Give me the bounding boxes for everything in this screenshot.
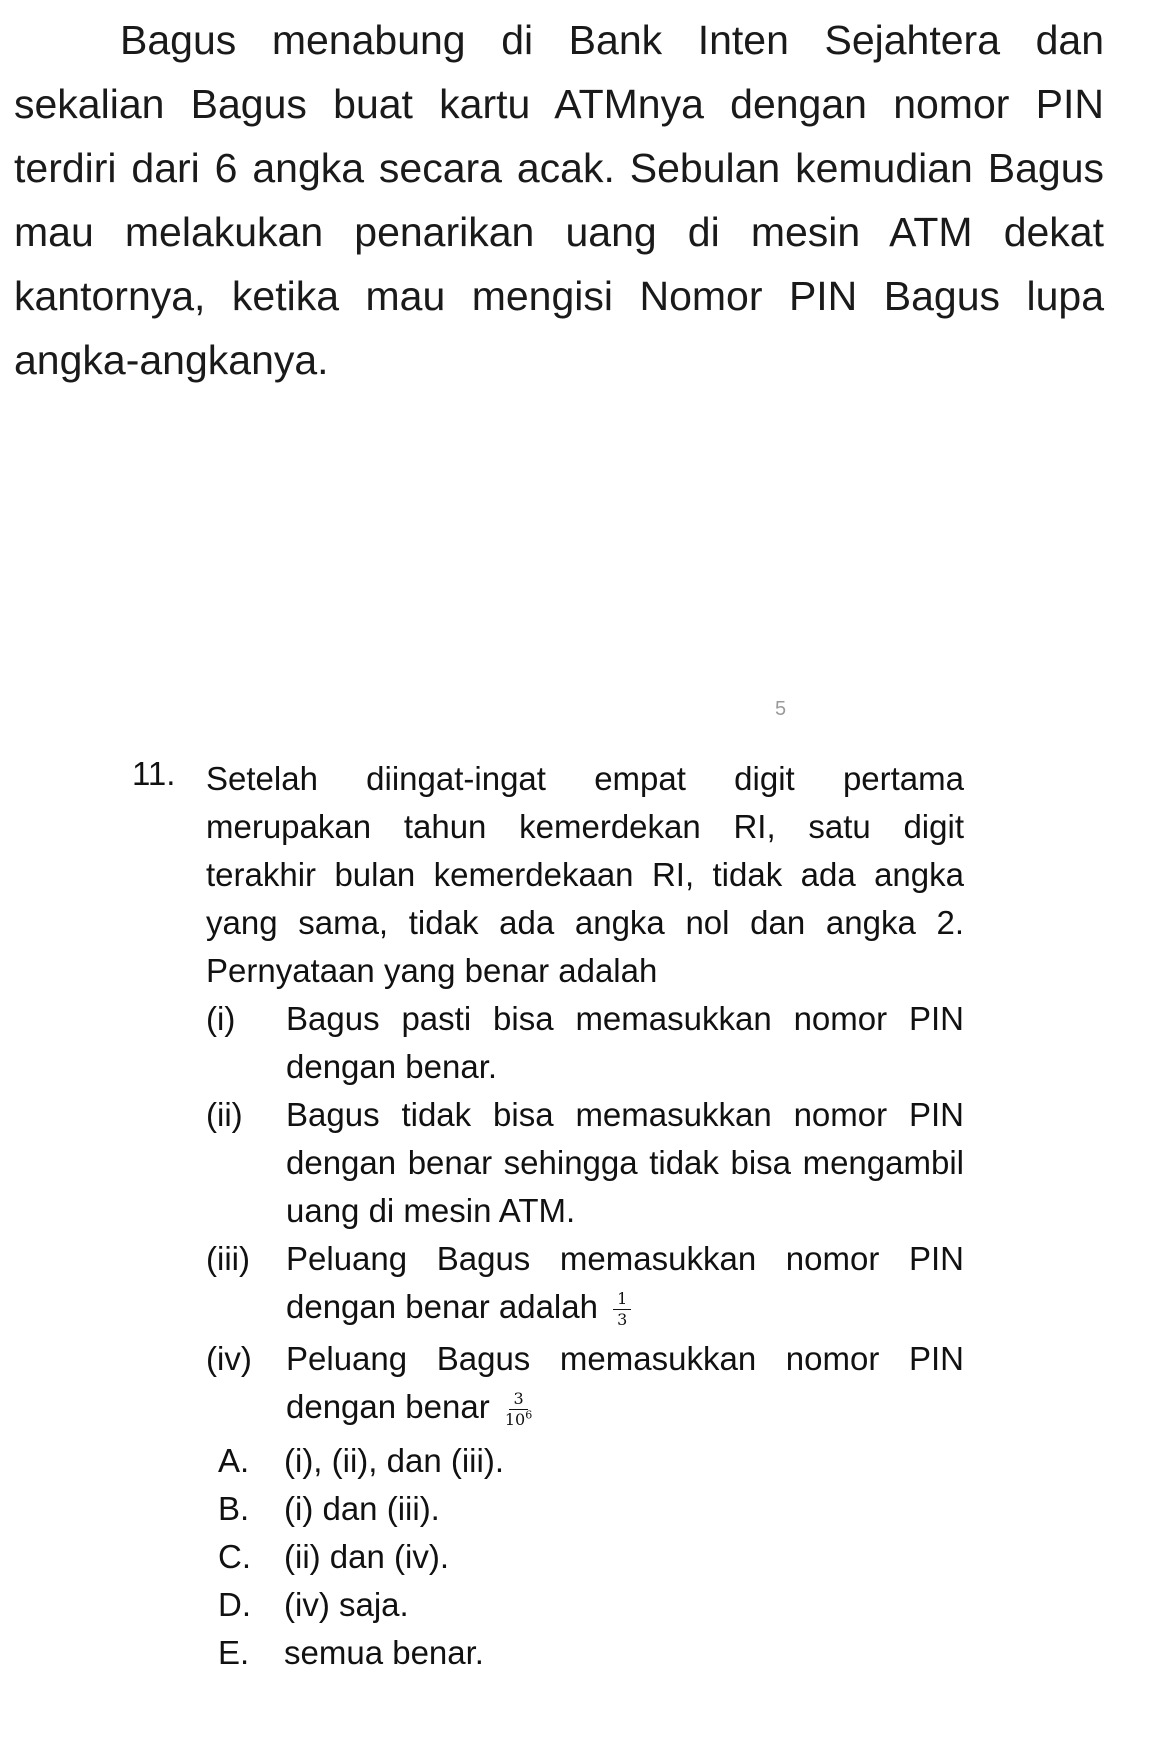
faint-superscript: 5 bbox=[775, 698, 787, 720]
statement-text: Bagus tidak bisa memasukkan nomor PIN dengan benar sehingga tidak bisa mengambil uang di mesin ATM. bbox=[286, 1096, 964, 1229]
question-number: 11. bbox=[132, 755, 176, 792]
statement-text: Peluang Bagus memasukkan nomor PIN dengan benar bbox=[286, 1340, 964, 1425]
denominator-base: 10 bbox=[504, 1409, 526, 1429]
intro-text: Bagus menabung di Bank Inten Sejahtera dan sekalian Bagus buat kartu ATMnya dengan nomor PIN terdiri dari 6 angka secara acak. Sebulan kemudian Bagus mau melakukan penarikan uang di mesin ATM dekat kantornya, ketika mau mengisi Nomor PIN Bagus lupa angka-angkanya. bbox=[14, 17, 1104, 383]
statement-label: (iv) bbox=[206, 1340, 252, 1377]
fraction-denominator: 3 bbox=[617, 1309, 628, 1329]
denominator-exponent: 6 bbox=[525, 1408, 533, 1422]
fraction-denominator bbox=[505, 1410, 532, 1430]
question-11 bbox=[132, 755, 964, 1677]
option-c[interactable] bbox=[218, 1533, 964, 1581]
statement-label: (ii) bbox=[206, 1096, 243, 1133]
question-header bbox=[132, 755, 964, 995]
option-d[interactable] bbox=[218, 1581, 964, 1629]
statement-iii bbox=[206, 1235, 964, 1331]
statement-body bbox=[286, 1235, 964, 1331]
question-text: Setelah diingat-ingat empat digit pertama merupakan tahun kemerdekan RI, satu digit terakhir bulan kemerdekaan RI, tidak ada angka yang sama, tidak ada angka nol dan angka 2. Pernyataan yang benar adalah bbox=[206, 760, 964, 989]
statement-iv bbox=[206, 1335, 964, 1431]
statement-ii bbox=[206, 1091, 964, 1235]
option-text: (i) dan (iii). bbox=[284, 1490, 440, 1527]
intro-paragraph bbox=[14, 8, 1104, 392]
option-b[interactable] bbox=[218, 1485, 964, 1533]
option-text: (iv) saja. bbox=[284, 1586, 409, 1623]
option-letter: D. bbox=[218, 1586, 251, 1623]
option-e[interactable] bbox=[218, 1629, 964, 1677]
statement-label: (iii) bbox=[206, 1240, 250, 1277]
fraction-numerator: 1 bbox=[613, 1289, 631, 1310]
option-a[interactable] bbox=[218, 1437, 964, 1485]
statement-label: (i) bbox=[206, 1000, 236, 1037]
statement-text: Peluang Bagus memasukkan nomor PIN dengan benar adalah bbox=[286, 1240, 964, 1325]
option-text: (ii) dan (iv). bbox=[284, 1538, 450, 1575]
option-letter: C. bbox=[218, 1538, 251, 1575]
option-text: semua benar. bbox=[284, 1634, 484, 1671]
fraction-three-over-ten-pow-six bbox=[505, 1389, 532, 1430]
fraction-numerator: 3 bbox=[509, 1389, 527, 1410]
statement-i bbox=[206, 995, 964, 1091]
option-text: (i), (ii), dan (iii). bbox=[284, 1442, 504, 1479]
option-letter: A. bbox=[218, 1442, 250, 1479]
option-letter: B. bbox=[218, 1490, 250, 1527]
statement-text: Bagus pasti bisa memasukkan nomor PIN dengan benar. bbox=[286, 1000, 964, 1085]
fraction-one-third bbox=[613, 1289, 631, 1330]
statement-body bbox=[286, 1335, 964, 1431]
option-letter: E. bbox=[218, 1634, 250, 1671]
